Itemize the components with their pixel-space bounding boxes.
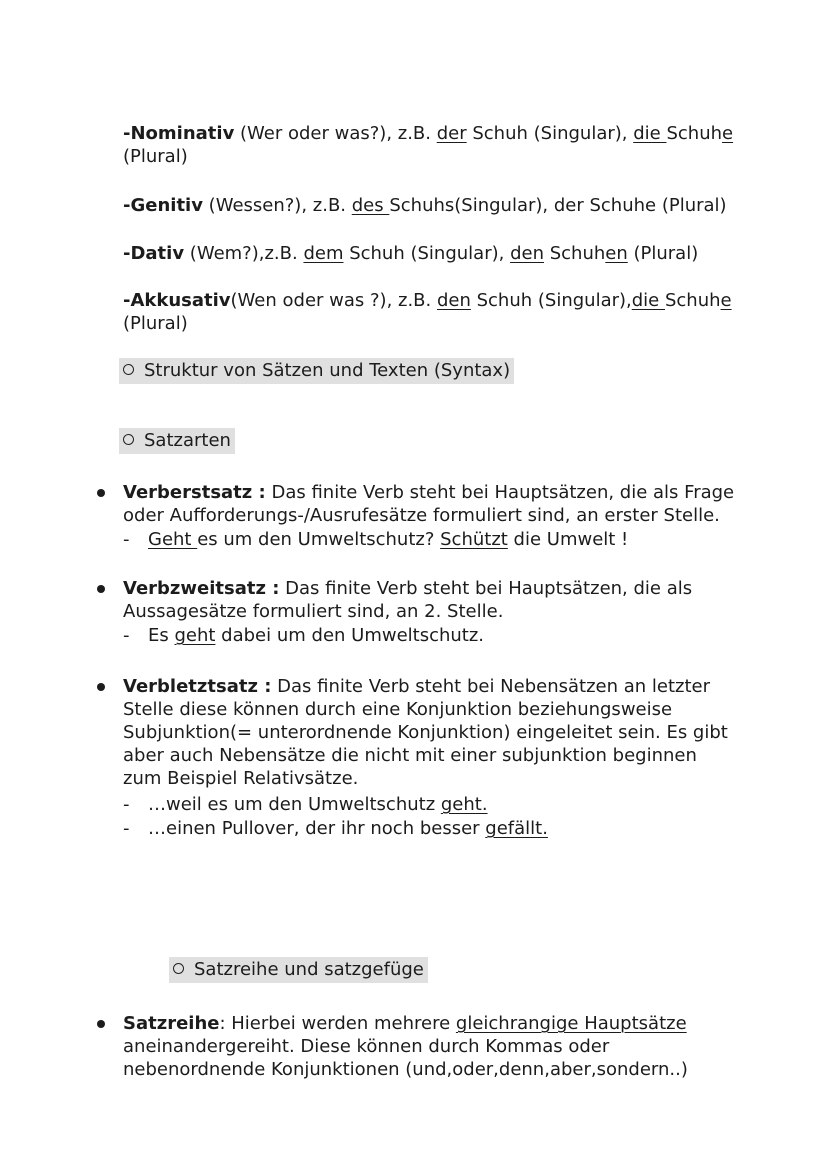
item-satzreihe: Satzreihe: Hierbei werden mehrere gleichrangige Hauptsätze aneinandergereiht. Diese können durch Kommas oder nebenordnende Konjunktionen (und,oder,denn,aber,sondern..) <box>123 1013 688 1080</box>
case-dativ: -Dativ (Wem?),z.B. dem Schuh (Singular), den Schuhen (Plural) <box>123 243 699 264</box>
circle-bullet-icon <box>123 434 134 445</box>
case-nominativ: -Nominativ (Wer oder was?), z.B. der Schuh (Singular), die Schuhe (Plural) <box>123 123 734 167</box>
case-akkusativ: -Akkusativ(Wen oder was ?), z.B. den Schuh (Singular),die Schuhe (Plural) <box>123 290 732 334</box>
bullet-icon <box>97 489 105 497</box>
heading-satzarten: Satzarten <box>119 428 235 454</box>
bullet-icon <box>97 585 105 593</box>
item-verbletztsatz: Verbletztsatz : Das finite Verb steht bei Nebensätzen an letzter Stelle diese können durch eine Konjunktion beziehungsweise Subjunktion(= unterordnende Konjunktion) eingeleitet sein. Es gibt aber auch Nebensätze die nicht mit einer subjunktion beginnen zum Beispiel Relativsätze. <box>123 676 728 789</box>
case-genitiv: -Genitiv (Wessen?), z.B. des Schuhs(Singular), der Schuhe (Plural) <box>123 195 727 216</box>
bullet-icon <box>97 683 105 691</box>
heading-syntax: Struktur von Sätzen und Texten (Syntax) <box>119 358 514 384</box>
bullet-icon <box>97 1020 105 1028</box>
circle-bullet-icon <box>123 364 134 375</box>
circle-bullet-icon <box>173 963 184 974</box>
heading-satzreihe: Satzreihe und satzgefüge <box>169 957 428 983</box>
item-verberstsatz: Verberstsatz : Das finite Verb steht bei Hauptsätzen, die als Frage oder Aufforderungs-/Ausrufesätze formuliert sind, an erster Stelle. <box>123 482 735 526</box>
item-verbzweitsatz: Verbzweitsatz : Das finite Verb steht bei Hauptsätzen, die als Aussagesätze formuliert sind, an 2. Stelle. <box>123 578 693 622</box>
